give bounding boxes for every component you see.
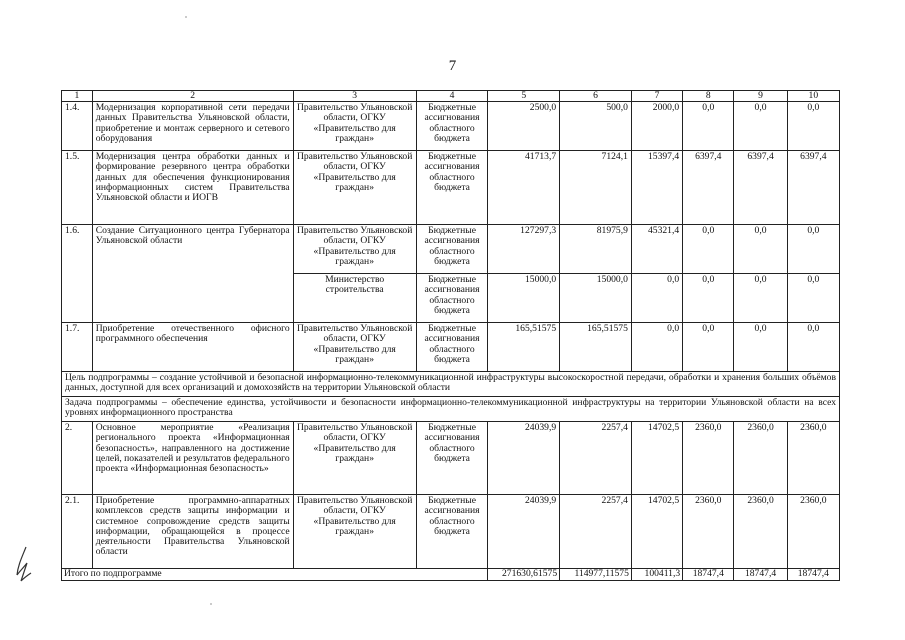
header-cell: 10 (787, 91, 839, 102)
row-source: Бюджетные ассигнования областного бюджета (416, 323, 488, 372)
total-value: 18747,4 (734, 569, 787, 581)
value-cell: 0,0 (787, 323, 839, 372)
value-cell: 24039,9 (488, 495, 560, 569)
value-cell: 7124,1 (560, 151, 632, 225)
value-cell: 6397,4 (683, 151, 734, 225)
total-value: 18747,4 (683, 569, 734, 581)
value-cell: 2257,4 (560, 422, 632, 495)
value-cell: 2360,0 (734, 495, 787, 569)
row-number: 1.6. (62, 225, 93, 323)
value-cell: 0,0 (683, 274, 734, 323)
value-cell: 41713,7 (488, 151, 560, 225)
budget-table (61, 90, 840, 581)
row-executor: Правительство Ульяновской области, ОГКУ «Правительство для граждан» (293, 151, 416, 225)
value-cell: 500,0 (560, 102, 632, 151)
page-number: 7 (448, 58, 457, 74)
value-cell: 2500,0 (488, 102, 560, 151)
row-executor: Правительство Ульяновской области, ОГКУ «Правительство для граждан» (293, 323, 416, 372)
value-cell: 0,0 (631, 323, 682, 372)
value-cell: 15000,0 (488, 274, 560, 323)
value-cell: 2360,0 (683, 422, 734, 495)
header-cell: 8 (683, 91, 734, 102)
subprogram-task: Задача подпрограммы – обеспечение единства, устойчивости и безопасности информационно-телекоммуникационной инфраструктуры на территории Ульяновской области на всех уровнях информационного пространства (62, 397, 840, 422)
value-cell: 0,0 (631, 274, 682, 323)
row-name: Модернизация центра обработки данных и формирование резервного центра обработки данных для обеспечения функционирования информационных систем Правительства Ульяновской области и ИОГВ (92, 151, 293, 225)
table-row (62, 422, 840, 495)
header-cell: 4 (416, 91, 488, 102)
total-label: Итого по подпрограмме (62, 569, 488, 581)
value-cell: 165,51575 (560, 323, 632, 372)
table-row (62, 102, 840, 151)
total-value: 18747,4 (787, 569, 839, 581)
value-cell: 0,0 (734, 274, 787, 323)
value-cell: 2360,0 (683, 495, 734, 569)
table-row (62, 323, 840, 372)
value-cell: 24039,9 (488, 422, 560, 495)
row-number: 1.5. (62, 151, 93, 225)
value-cell: 15000,0 (560, 274, 632, 323)
row-number: 2. (62, 422, 93, 495)
header-cell: 9 (734, 91, 787, 102)
row-source: Бюджетные ассигнования областного бюджета (416, 422, 488, 495)
value-cell: 0,0 (787, 225, 839, 274)
header-cell: 5 (488, 91, 560, 102)
header-cell: 1 (62, 91, 93, 102)
value-cell: 0,0 (683, 323, 734, 372)
row-name: Основное мероприятие «Реализация регионального проекта «Информационная безопасность», направленного на достижение целей, показателей и результатов федерального проекта «Информационная безопасность» (92, 422, 293, 495)
header-cell: 6 (560, 91, 632, 102)
value-cell: 2360,0 (787, 422, 839, 495)
value-cell: 0,0 (734, 323, 787, 372)
header-cell: 2 (92, 91, 293, 102)
row-executor: Правительство Ульяновской области, ОГКУ «Правительство для граждан» (293, 422, 416, 495)
row-executor: Правительство Ульяновской области, ОГКУ «Правительство для граждан» (293, 495, 416, 569)
total-value: 114977,11575 (560, 569, 632, 581)
row-number: 1.7. (62, 323, 93, 372)
row-name: Приобретение отечественного офисного программного обеспечения (92, 323, 293, 372)
total-row (62, 569, 840, 581)
value-cell: 2000,0 (631, 102, 682, 151)
value-cell: 127297,3 (488, 225, 560, 274)
row-name: Приобретение программно-аппаратных комплексов средств защиты информации и системное сопровождение средств защиты информации, обращающейся в процессе деятельности Правительства Ульяновской области (92, 495, 293, 569)
row-executor: Министерство строительства (293, 274, 416, 323)
row-source: Бюджетные ассигнования областного бюджета (416, 274, 488, 323)
row-source: Бюджетные ассигнования областного бюджета (416, 225, 488, 274)
table-row (62, 495, 840, 569)
total-value: 271630,61575 (488, 569, 560, 581)
header-row (62, 91, 840, 102)
header-cell: 7 (631, 91, 682, 102)
value-cell: 2360,0 (734, 422, 787, 495)
value-cell: 15397,4 (631, 151, 682, 225)
value-cell: 81975,9 (560, 225, 632, 274)
table-row (62, 225, 840, 274)
value-cell: 2360,0 (787, 495, 839, 569)
row-number: 2.1. (62, 495, 93, 569)
row-executor: Правительство Ульяновской области, ОГКУ «Правительство для граждан» (293, 102, 416, 151)
value-cell: 0,0 (683, 102, 734, 151)
value-cell: 0,0 (787, 102, 839, 151)
value-cell: 0,0 (787, 274, 839, 323)
value-cell: 2257,4 (560, 495, 632, 569)
row-source: Бюджетные ассигнования областного бюджета (416, 495, 488, 569)
value-cell: 14702,5 (631, 495, 682, 569)
scan-speck (185, 16, 187, 18)
row-source: Бюджетные ассигнования областного бюджета (416, 151, 488, 225)
subprogram-goal: Цель подпрограммы – создание устойчивой и безопасной информационно-телекоммуникационной инфраструктуры высокоскоростной передачи, обработки и хранения больших объёмов данных, доступной для всех организаций и домохозяйств на территории Ульяновской области (62, 372, 840, 397)
value-cell: 0,0 (734, 102, 787, 151)
scan-speck (210, 603, 212, 605)
task-row (62, 397, 840, 422)
value-cell: 6397,4 (734, 151, 787, 225)
row-source: Бюджетные ассигнования областного бюджета (416, 102, 488, 151)
goal-row (62, 372, 840, 397)
header-cell: 3 (293, 91, 416, 102)
value-cell: 0,0 (683, 225, 734, 274)
value-cell: 45321,4 (631, 225, 682, 274)
value-cell: 165,51575 (488, 323, 560, 372)
value-cell: 0,0 (734, 225, 787, 274)
handwritten-signature (12, 545, 36, 585)
value-cell: 14702,5 (631, 422, 682, 495)
row-number: 1.4. (62, 102, 93, 151)
value-cell: 6397,4 (787, 151, 839, 225)
row-name: Создание Ситуационного центра Губернатора Ульяновской области (92, 225, 293, 323)
row-executor: Правительство Ульяновской области, ОГКУ «Правительство для граждан» (293, 225, 416, 274)
total-value: 100411,3 (631, 569, 682, 581)
row-name: Модернизация корпоративной сети передачи данных Правительства Ульяновской области, приобретение и монтаж серверного и сетевого оборудования (92, 102, 293, 151)
table-row (62, 151, 840, 225)
